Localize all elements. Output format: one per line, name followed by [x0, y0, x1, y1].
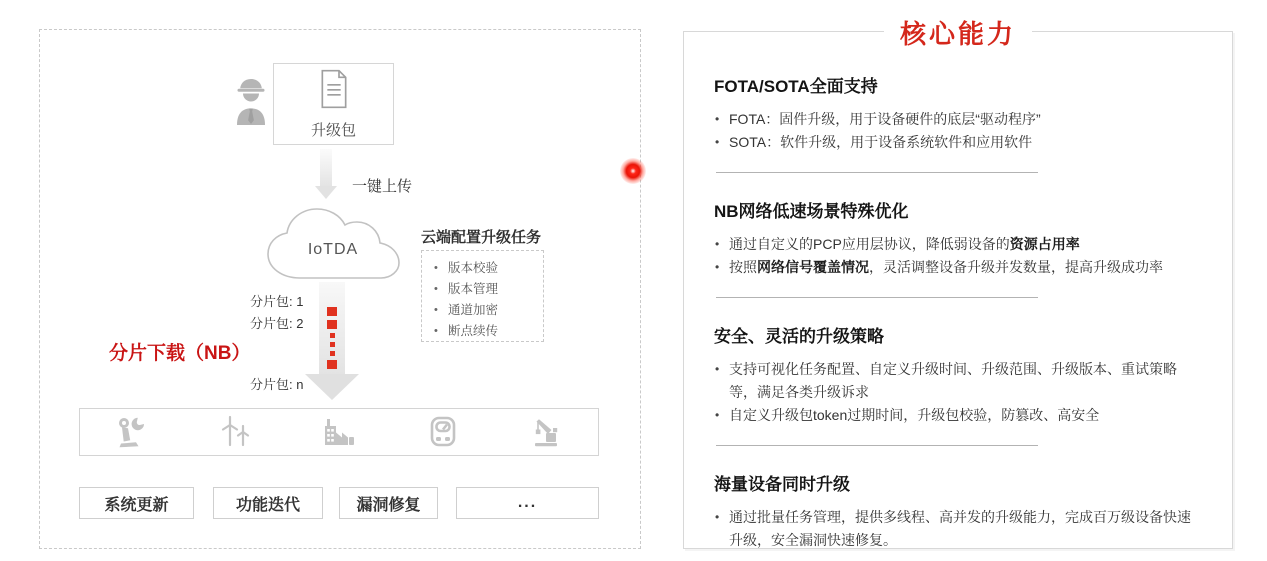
upgrade-flow-panel [39, 29, 641, 549]
upload-arrow [320, 149, 332, 186]
section-fota-sota [714, 72, 1198, 154]
bullet-item: • 通过批量任务管理，提供多线程、高并发的升级能力，完成百万级设备快速升级，安全漏洞快速修复。 [714, 506, 1198, 552]
upgrade-package-box [273, 63, 394, 145]
section-divider [716, 172, 1038, 173]
device-types-box [79, 408, 599, 456]
cloud-config-title: 云端配置升级任务 [421, 229, 542, 246]
use-case-vulnerability-fix: 漏洞修复 [339, 487, 438, 519]
bullet-item: • 自定义升级包token过期时间，升级包校验，防篡改、高安全 [714, 404, 1198, 427]
robot-arm-icon [114, 414, 150, 450]
panel-content [684, 32, 1232, 552]
bullet-item: • FOTA：固件升级，用于设备硬件的底层“驱动程序” [714, 108, 1198, 131]
upgrade-package-label: 升级包 [310, 121, 356, 139]
iotda-label: IoTDA [307, 241, 359, 258]
document-icon [317, 69, 351, 114]
panel-title: 核心能力 [884, 14, 1032, 51]
factory-icon [321, 414, 357, 450]
bullet-item: • 支持可视化任务配置、自定义升级时间、升级范围、升级版本、重试策略等，满足各类升级诉求 [714, 358, 1198, 404]
section-divider [716, 297, 1038, 298]
laser-pointer-dot [620, 158, 646, 184]
crane-icon [528, 414, 564, 450]
section-heading: FOTA/SOTA全面支持 [714, 77, 878, 96]
section-heading: 安全、灵活的升级策略 [714, 327, 884, 346]
config-item: • 断点续传 [432, 321, 543, 342]
section-divider [716, 445, 1038, 446]
fragment-download-label: 分片下载（NB） [109, 343, 251, 364]
iotda-cloud [258, 206, 408, 284]
fragment-stream-dashes [326, 307, 338, 369]
config-item: • 版本校验 [432, 258, 543, 279]
bullet-item: • SOTA：软件升级，用于设备系统软件和应用软件 [714, 131, 1198, 154]
fragment-label-1: 分片包: 1 [250, 294, 304, 309]
bullet-item: • 按照网络信号覆盖情况，灵活调整设备升级并发数量，提高升级成功率 [714, 256, 1198, 279]
fragment-label-2: 分片包: 2 [250, 316, 304, 331]
train-icon [425, 414, 461, 450]
upload-arrow-head [315, 186, 337, 199]
core-capabilities-panel [683, 19, 1233, 549]
cloud-config-box [421, 250, 544, 342]
use-case-system-update: 系统更新 [79, 487, 194, 519]
fragment-label-n: 分片包: n [250, 377, 304, 392]
wind-turbine-icon [217, 414, 253, 450]
download-arrow-head [305, 374, 359, 400]
config-item: • 通道加密 [432, 300, 543, 321]
engineer-icon [232, 77, 270, 125]
section-heading: NB网络低速场景特殊优化 [714, 202, 909, 221]
config-item: • 版本管理 [432, 279, 543, 300]
section-heading: 海量设备同时升级 [714, 475, 850, 494]
use-case-more: ... [456, 487, 599, 519]
section-nb-optimization [714, 197, 1198, 279]
use-case-feature-iteration: 功能迭代 [213, 487, 323, 519]
bullet-item: • 通过自定义的PCP应用层协议，降低弱设备的资源占用率 [714, 233, 1198, 256]
section-upgrade-strategy [714, 322, 1198, 427]
section-massive-devices [714, 470, 1198, 552]
upload-arrow-label: 一键上传 [352, 178, 413, 195]
